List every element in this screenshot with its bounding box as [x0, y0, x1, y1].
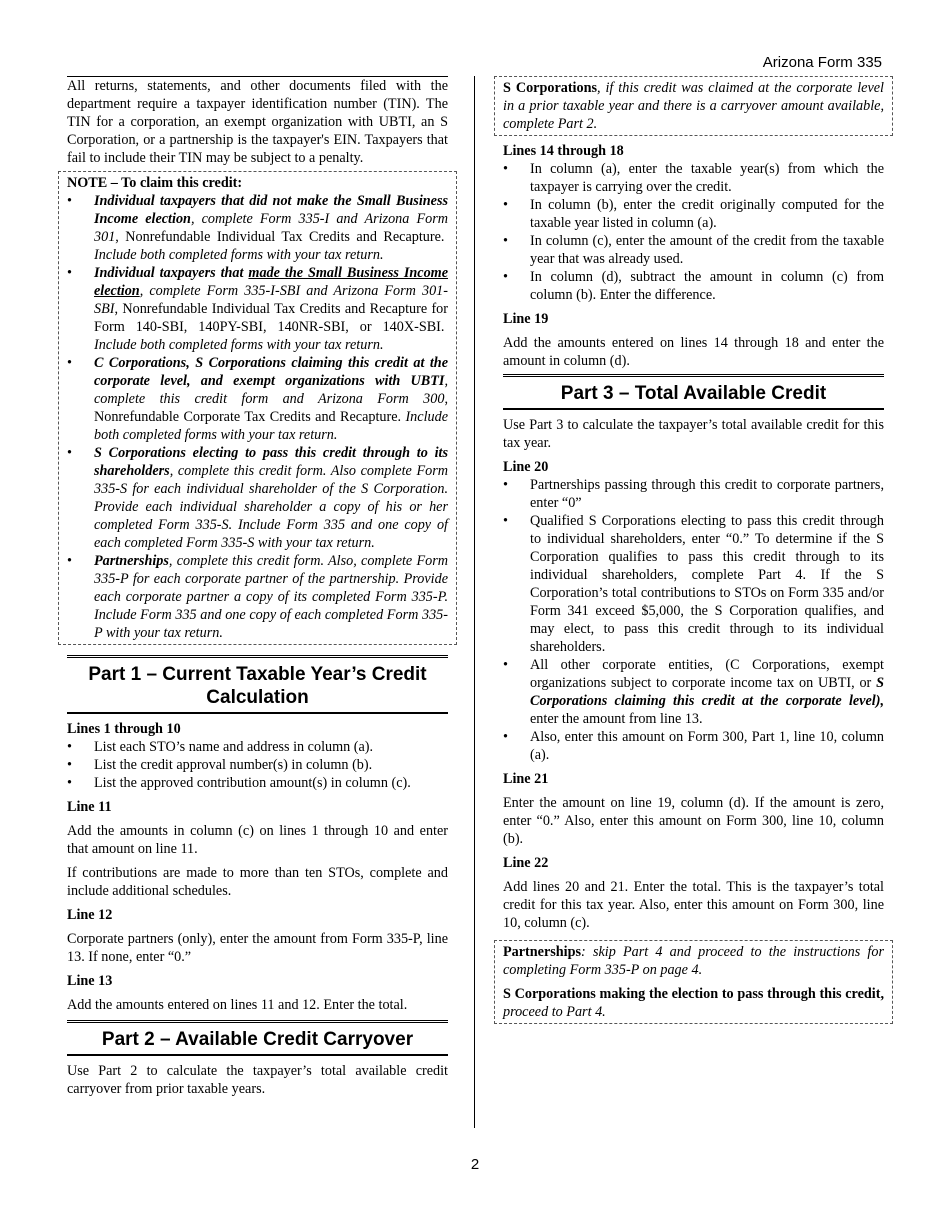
line21-text: Enter the amount on line 19, column (d). If the amount is zero, enter “0.” Also, enter this amount on Form 300, line 10, column (b). [503, 795, 884, 847]
line13-heading: Line 13 [67, 973, 113, 989]
line22-text: Add lines 20 and 21. Enter the total. This is the taxpayer’s total credit for this tax year. Also, enter this amount on Form 300, line 10, column (c). [503, 879, 884, 931]
line19-heading: Line 19 [503, 311, 549, 327]
line11-note: If contributions are made to more than ten STOs, complete and include additional schedules. [67, 865, 448, 899]
list-item: • Qualified S Corporations electing to pass this credit through to individual shareholders, enter “0.” To determine if the S Corporation qualifies to pass this credit through to its individual shareholders, complete Part 4. If the S Corporation’s total contributions to STOs on Form 335 and/or Form 341 exceed $5,000, the S Corporation qualifies, and may elect, to pass this credit through to its individual shareholders. [503, 512, 884, 656]
part2-heading: Part 2 – Available Credit Carryover [67, 1020, 448, 1056]
lines1-10-list [67, 738, 448, 792]
list-item: • Also, enter this amount on Form 300, Part 1, line 10, column (a). [503, 728, 884, 764]
list-item: • All other corporate entities, (C Corporations, exempt organizations subject to corporate income tax on UBTI, or S Corporations claiming this credit at the corporate level), enter the amount from line 13. [503, 656, 884, 728]
intro-paragraph: All returns, statements, and other documents filed with the department require a taxpayer identification number (TIN). The TIN for a corporation, an exempt organization with UBTI, an S Corporation, or a partnership is the taxpayer's EIN. Taxpayers that fail to include their TIN may be subject to a penalty. [67, 78, 448, 166]
lines14-18-heading: Lines 14 through 18 [503, 143, 624, 159]
left-column [67, 76, 448, 1098]
list-item: • In column (b), enter the credit originally computed for the taxable year listed in column (a). [503, 196, 884, 232]
page-number: 2 [470, 1156, 480, 1173]
line20-heading: Line 20 [503, 459, 549, 475]
list-item: • In column (a), enter the taxable year(s) from which the taxpayer is carrying over the credit. [503, 160, 884, 196]
part3-intro: Use Part 3 to calculate the taxpayer’s total available credit for this tax year. [503, 417, 884, 451]
lines1-10-heading: Lines 1 through 10 [67, 721, 181, 737]
list-item: • List the approved contribution amount(s) in column (c). [67, 774, 448, 792]
note-item: • Individual taxpayers that did not make the Small Business Income election, complete Form 335-I and Arizona Form 301, Nonrefundable Individual Tax Credits and Recapture. Include both completed forms with your tax return. [67, 192, 448, 264]
note-item: • Partnerships, complete this credit form. Also, complete Form 335-P for each corporate partner of the partnership. Provide each corporate partner a copy of its completed Form 335-P. Include Form 335 and one copy of each completed Form 335-P with your tax return. [67, 552, 448, 642]
list-item: • Partnerships passing through this credit to corporate partners, enter “0” [503, 476, 884, 512]
form-label: Arizona Form 335 [762, 54, 882, 71]
line19-text: Add the amounts entered on lines 14 through 18 and enter the amount in column (d). [503, 335, 884, 369]
list-item: • List each STO’s name and address in column (a). [67, 738, 448, 756]
note-box [58, 171, 457, 645]
line12-heading: Line 12 [67, 907, 113, 923]
line21-heading: Line 21 [503, 771, 549, 787]
note-title: NOTE – To claim this credit: [67, 175, 243, 191]
note-item: • C Corporations, S Corporations claiming this credit at the corporate level, and exempt organizations with UBTI, complete this credit form and Arizona Form 300, Nonrefundable Corporate Tax Credits and Recapture. Include both completed forms with your tax return. [67, 354, 448, 444]
note-item: • Individual taxpayers that made the Small Business Income election, complete Form 335-I-SBI and Arizona Form 301-SBI, Nonrefundable Individual Tax Credits and Recapture for Form 140-SBI, 140PY-SBI, 140NR-SBI, or 140X-SBI. Include both completed forms with your tax return. [67, 264, 448, 354]
line11-heading: Line 11 [67, 799, 112, 815]
line13-text: Add the amounts entered on lines 11 and 12. Enter the total. [67, 997, 408, 1013]
scorp-box: S Corporations, if this credit was claimed at the corporate level in a prior taxable year and there is a carryover amount available, complete Part 2. [494, 76, 893, 136]
part3-heading: Part 3 – Total Available Credit [503, 374, 884, 410]
list-item: • In column (d), subtract the amount in column (c) from column (b). Enter the difference. [503, 268, 884, 304]
line11-text: Add the amounts in column (c) on lines 1 through 10 and enter that amount on line 11. [67, 823, 448, 857]
end-box: Partnerships: skip Part 4 and proceed to the instructions for completing Form 335-P on page 4. S Corporations making the election to pass through this credit, proceed to Part 4. [494, 940, 893, 1024]
note-item: • S Corporations electing to pass this credit through to its shareholders, complete this credit form. Also complete Form 335-S for each individual shareholder of the S Corporation. Provide each individual shareholder a copy of his or her completed Form 335-S. Include Form 335 and one copy of each completed Form 335-S with your tax return. [67, 444, 448, 552]
part2-intro: Use Part 2 to calculate the taxpayer’s total available credit carryover from prior taxable years. [67, 1063, 448, 1097]
list-item: • List the credit approval number(s) in column (b). [67, 756, 448, 774]
right-column [503, 76, 884, 1024]
note-list [67, 192, 448, 642]
lines14-18-list [503, 160, 884, 304]
part1-heading: Part 1 – Current Taxable Year’s Credit Calculation [67, 655, 448, 714]
column-divider [474, 76, 475, 1128]
line20-list [503, 476, 884, 764]
line12-text: Corporate partners (only), enter the amount from Form 335-P, line 13. If none, enter “0.” [67, 931, 448, 965]
line22-heading: Line 22 [503, 855, 549, 871]
list-item: • In column (c), enter the amount of the credit from the taxable year that was already used. [503, 232, 884, 268]
